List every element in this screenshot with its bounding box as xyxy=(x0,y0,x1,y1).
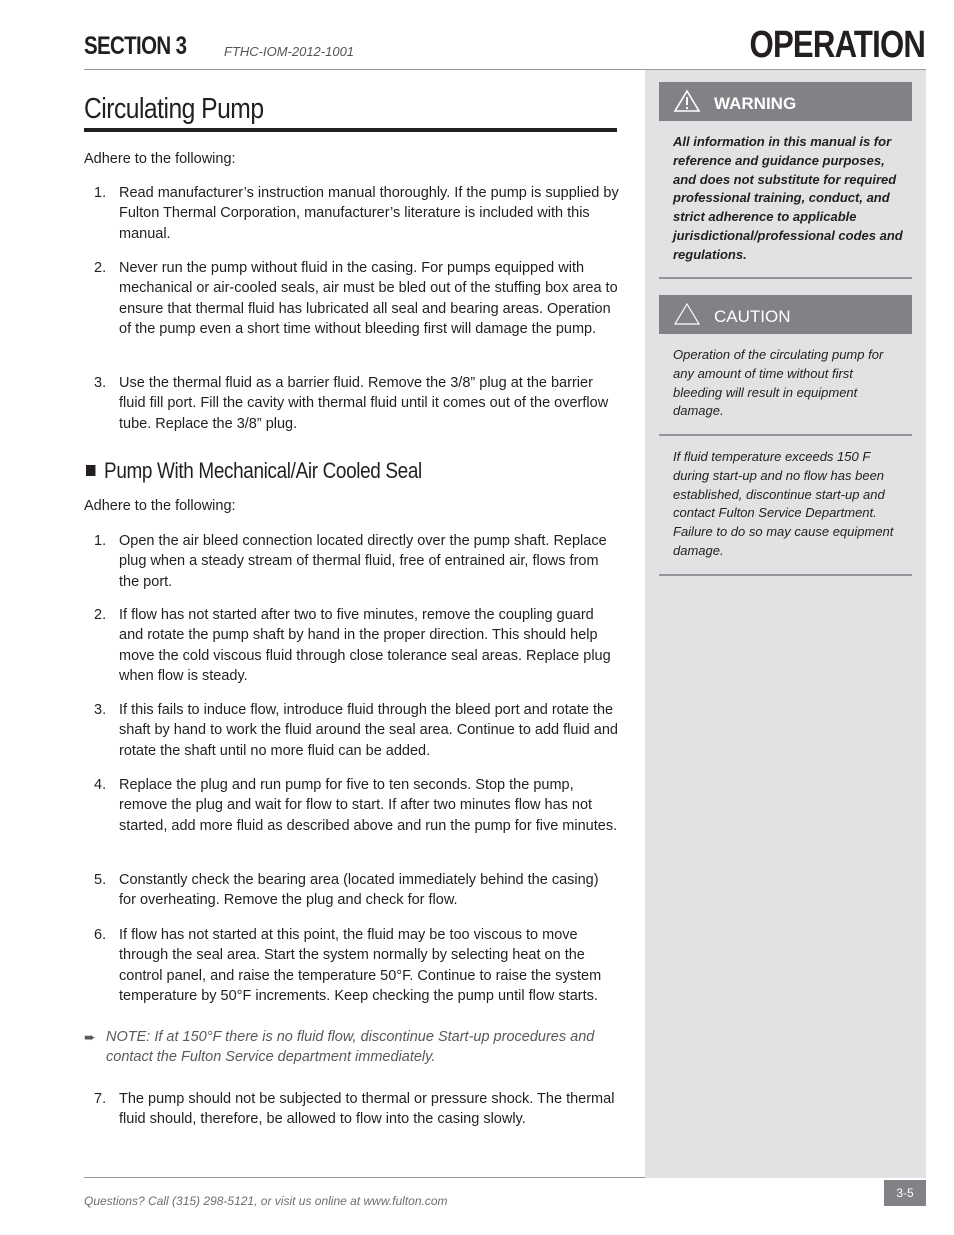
list-text: If flow has not started after two to five minutes, remove the coupling guard and rotate the pump shaft by hand in the proper direction. This should help move the cold viscous fluid through close tolerance seal areas. Replace plug when flow is steady. xyxy=(119,607,611,685)
list-item xyxy=(84,183,619,244)
warning-divider xyxy=(659,277,912,279)
list-text: Open the air bleed connection located directly over the pump shaft. Replace plug when a steady stream of thermal fluid, free of entrained air, flows from the port. xyxy=(119,533,607,590)
intro-text-2: Adhere to the following: xyxy=(84,498,236,514)
intro-text: Adhere to the following: xyxy=(84,151,236,167)
list-item xyxy=(84,605,619,687)
list-text: If flow has not started at this point, the fluid may be too viscous to move through the seal area. Start the system normally by selecting heat on the control panel, and raise the temperature 50°F. Continue to raise the system temperature by 50°F increments. Keep checking the pump until flow starts. xyxy=(119,927,602,1005)
warning-header xyxy=(659,82,912,121)
footer-divider xyxy=(84,1177,645,1178)
list-item xyxy=(84,258,619,340)
list-item xyxy=(84,925,619,1007)
chapter-title: OPERATION xyxy=(749,24,925,66)
caution-header xyxy=(659,295,912,334)
subsection-heading-text: Pump With Mechanical/Air Cooled Seal xyxy=(104,458,422,483)
list-number: 3. xyxy=(94,375,107,391)
caution-label: CAUTION xyxy=(714,307,791,326)
list-text: Replace the plug and run pump for five to ten seconds. Stop the pump, remove the plug and wait for flow to start. If after two minutes flow has not started, add more fluid as described above and run the pump for five minutes. xyxy=(119,777,618,834)
header-divider xyxy=(84,69,926,70)
list-text: Use the thermal fluid as a barrier fluid. Remove the 3/8” plug at the barrier fluid fill port. Fill the cavity with thermal fluid until it comes out of the overflow tube. Replace the 3/8” plug. xyxy=(119,375,609,432)
list-number: 6. xyxy=(94,927,107,943)
list-text: The pump should not be subjected to thermal or pressure shock. The thermal fluid should, therefore, be allowed to flow into the casing slowly. xyxy=(119,1091,615,1128)
note-block xyxy=(84,1027,619,1068)
list-number: 1. xyxy=(94,533,107,549)
list-item xyxy=(84,870,619,911)
bullet-square-icon xyxy=(86,465,95,476)
heading-underline xyxy=(84,128,617,132)
list-text: If this fails to induce flow, introduce fluid through the bleed port and rotate the shaft by hand to work the fluid around the seal area. Continue to add fluid and rotate the shaft until no more fluid can be added. xyxy=(119,702,618,759)
caution-divider-1 xyxy=(659,434,912,436)
document-id: FTHC-IOM-2012-1001 xyxy=(224,44,355,59)
list-number: 4. xyxy=(94,777,107,793)
warning-text: All information in this manual is for reference and guidance purposes, and does not substitute for required professional training, conduct, and strict adherence to applicable jurisdictional/professional codes and regulations. xyxy=(673,134,903,262)
list-item xyxy=(84,700,619,761)
list-text: Read manufacturer’s instruction manual thoroughly. If the pump is supplied by Fulton Thermal Corporation, manufacturer’s literature is included with this manual. xyxy=(119,185,619,242)
pointing-hand-icon: ➨ xyxy=(84,1029,96,1045)
list-item xyxy=(84,531,619,592)
warning-triangle-icon xyxy=(673,89,701,113)
subsection-heading xyxy=(86,458,422,484)
page-number: 3-5 xyxy=(884,1180,926,1206)
list-item xyxy=(84,775,619,836)
caution-text-1: Operation of the circulating pump for any amount of time without first bleeding will result in equipment damage. xyxy=(673,347,884,419)
warning-label: WARNING xyxy=(714,94,797,113)
section-label: SECTION 3 xyxy=(84,32,187,60)
list-number: 5. xyxy=(94,872,107,888)
list-number: 2. xyxy=(94,607,107,623)
list-text: Never run the pump without fluid in the casing. For pumps equipped with mechanical or air-cooled seals, air must be bled out of the stuffing box area to ensure that thermal fluid has lubricated all seal and bearing areas. Operation of the pump even a short time without bleeding first will damage the pump. xyxy=(119,260,618,338)
list-number: 1. xyxy=(94,185,107,201)
list-item xyxy=(84,373,619,434)
footer-contact: Questions? Call (315) 298-5121, or visit us online at www.fulton.com xyxy=(84,1194,448,1208)
note-text: NOTE: If at 150°F there is no fluid flow, discontinue Start-up procedures and contact the Fulton Service department immediately. xyxy=(106,1029,595,1066)
list-number: 2. xyxy=(94,260,107,276)
list-number: 3. xyxy=(94,702,107,718)
list-number: 7. xyxy=(94,1091,107,1107)
page-heading: Circulating Pump xyxy=(84,93,264,125)
caution-divider-2 xyxy=(659,574,912,576)
list-item xyxy=(84,1089,619,1130)
list-text: Constantly check the bearing area (located immediately behind the casing) for overheating. Remove the plug and check for flow. xyxy=(119,872,599,909)
caution-triangle-icon xyxy=(673,302,701,326)
caution-text-2: If fluid temperature exceeds 150 F during start-up and no flow has been established, discontinue start-up and contact Fulton Service Department. Failure to do so may cause equipment damage. xyxy=(673,449,894,558)
